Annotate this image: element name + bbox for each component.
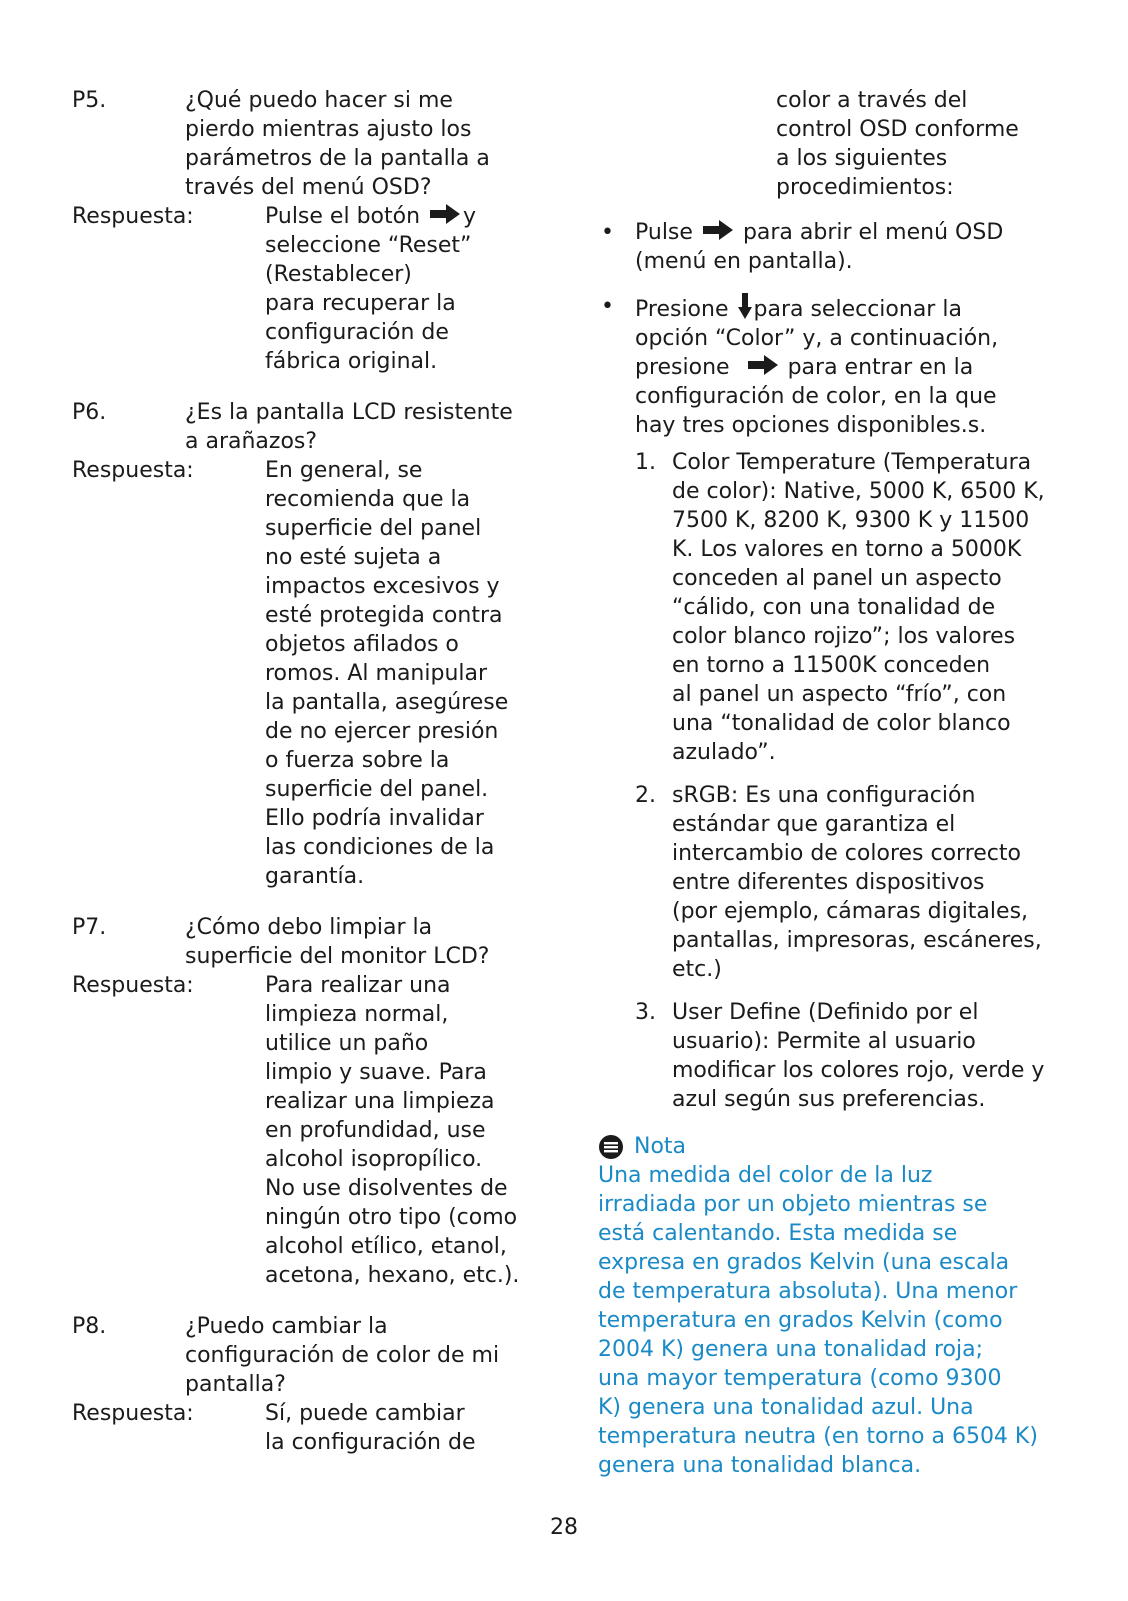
question-text xyxy=(185,1312,542,1399)
question-line: través del menú OSD? xyxy=(185,175,432,200)
bullet-line xyxy=(635,353,1068,382)
question-line: pierdo mientras ajusto los xyxy=(185,117,472,142)
answer-label: Respuesta: xyxy=(72,204,194,229)
question-line: superficie del monitor LCD? xyxy=(185,944,490,969)
question-line: ¿Puedo cambiar la xyxy=(185,1314,388,1339)
list-line: User Define (Definido por el xyxy=(672,1000,979,1025)
bullet-marker: • xyxy=(601,294,614,319)
answer-line-text: y xyxy=(463,204,477,229)
bullet-line-text: para seleccionar la xyxy=(753,297,962,322)
right-arrow-icon xyxy=(702,219,734,241)
answer-line: a los siguientes xyxy=(776,146,948,171)
list-line: conceden al panel un aspecto xyxy=(672,566,1002,591)
note-line: expresa en grados Kelvin (una escala xyxy=(598,1250,1010,1275)
answer-line: acetona, hexano, etc.). xyxy=(265,1263,520,1288)
bullet-line xyxy=(635,292,1068,324)
answer-line: utilice un paño xyxy=(265,1031,429,1056)
note-title: Nota xyxy=(634,1134,687,1159)
answer-line: superficie del panel. xyxy=(265,777,489,802)
answer-text xyxy=(265,1399,542,1457)
answer-line: garantía. xyxy=(265,864,365,889)
note-line: de temperatura absoluta). Una menor xyxy=(598,1279,1018,1304)
bullet-line: hay tres opciones disponibles.s. xyxy=(635,413,987,438)
answer-line: para recuperar la xyxy=(265,291,456,316)
note-line: 2004 K) genera una tonalidad roja; xyxy=(598,1337,984,1362)
bullet-line-text: presione xyxy=(635,355,730,380)
answer-line: seleccione “Reset” xyxy=(265,233,472,258)
note-line: temperatura en grados Kelvin (como xyxy=(598,1308,1003,1333)
faq-p6 xyxy=(72,398,542,891)
question xyxy=(72,398,542,456)
question-text xyxy=(185,913,542,971)
answer xyxy=(72,1399,542,1457)
answer-label: Respuesta: xyxy=(72,1401,194,1426)
list-line: al panel un aspecto “frío”, con xyxy=(672,682,1007,707)
faq-p7 xyxy=(72,913,542,1290)
answer xyxy=(72,202,542,376)
right-column xyxy=(598,86,1068,1480)
answer-line: En general, se xyxy=(265,458,423,483)
note-heading xyxy=(598,1132,1068,1161)
answer-line: No use disolventes de xyxy=(265,1176,508,1201)
answer-continuation xyxy=(598,86,1068,202)
answer-line: Ello podría invalidar xyxy=(265,806,484,831)
note-line: una mayor temperatura (como 9300 xyxy=(598,1366,1002,1391)
note-line: Una medida del color de la luz xyxy=(598,1163,933,1188)
list-line: estándar que garantiza el xyxy=(672,812,956,837)
answer-label: Respuesta: xyxy=(72,458,194,483)
note-line: K) genera una tonalidad azul. Una xyxy=(598,1395,974,1420)
answer-line: superficie del panel xyxy=(265,516,482,541)
answer-line: en profundidad, use xyxy=(265,1118,486,1143)
bullet-text xyxy=(635,292,1068,440)
answer-line: la pantalla, asegúrese xyxy=(265,690,509,715)
note-icon xyxy=(598,1134,624,1160)
list-line: en torno a 11500K conceden xyxy=(672,653,991,678)
answer-line: recomienda que la xyxy=(265,487,471,512)
right-arrow-icon xyxy=(429,203,461,225)
answer-line xyxy=(265,202,542,231)
list-number: 2. xyxy=(635,783,656,808)
answer-label: Respuesta: xyxy=(72,973,194,998)
answer-line: fábrica original. xyxy=(265,349,438,374)
list-item xyxy=(598,781,1068,984)
bullet-line: configuración de color, en la que xyxy=(635,384,997,409)
question-line: ¿Qué puedo hacer si me xyxy=(185,88,453,113)
answer-line: alcohol etílico, etanol, xyxy=(265,1234,507,1259)
question-number: P8. xyxy=(72,1314,107,1339)
answer-line: impactos excesivos y xyxy=(265,574,500,599)
list-line: azul según sus preferencias. xyxy=(672,1087,986,1112)
answer-line: de no ejercer presión xyxy=(265,719,499,744)
answer-line: Para realizar una xyxy=(265,973,451,998)
bullet-line-text: para abrir el menú OSD xyxy=(742,220,1004,245)
answer xyxy=(72,456,542,891)
list-item xyxy=(598,998,1068,1114)
answer-line: ningún otro tipo (como xyxy=(265,1205,518,1230)
left-column xyxy=(72,86,542,1479)
list-number: 1. xyxy=(635,450,656,475)
list-line: una “tonalidad de color blanco xyxy=(672,711,1011,736)
list-line: sRGB: Es una configuración xyxy=(672,783,976,808)
answer-line: procedimientos: xyxy=(776,175,954,200)
answer-text xyxy=(265,202,542,376)
bullet-marker: • xyxy=(601,220,614,245)
question-number: P6. xyxy=(72,400,107,425)
answer-line: realizar una limpieza xyxy=(265,1089,495,1114)
bullet-item xyxy=(598,218,1068,276)
answer-line: alcohol isopropílico. xyxy=(265,1147,483,1172)
note-body xyxy=(598,1161,1068,1480)
answer xyxy=(72,971,542,1290)
list-line: (por ejemplo, cámaras digitales, xyxy=(672,899,1029,924)
list-line: de color): Native, 5000 K, 6500 K, xyxy=(672,479,1045,504)
page-number: 28 xyxy=(550,1515,578,1540)
list-item xyxy=(598,448,1068,767)
list-number: 3. xyxy=(635,1000,656,1025)
list-text xyxy=(672,998,1068,1114)
list-line: etc.) xyxy=(672,957,722,982)
list-line: 7500 K, 8200 K, 9300 K y 11500 xyxy=(672,508,1030,533)
question xyxy=(72,913,542,971)
bullet-line-text: para entrar en la xyxy=(787,355,974,380)
right-arrow-icon xyxy=(747,354,779,376)
bullet-text xyxy=(635,218,1068,276)
down-arrow-icon xyxy=(738,292,752,320)
bullet-line: opción “Color” y, a continuación, xyxy=(635,326,999,351)
answer-line: objetos afilados o xyxy=(265,632,459,657)
list-line: usuario): Permite al usuario xyxy=(672,1029,976,1054)
answer-line: las condiciones de la xyxy=(265,835,495,860)
answer-line-text: Pulse el botón xyxy=(265,204,421,229)
bullet-line-text: Pulse xyxy=(635,220,693,245)
answer-line: limpieza normal, xyxy=(265,1002,449,1027)
list-line: modificar los colores rojo, verde y xyxy=(672,1058,1045,1083)
list-text xyxy=(672,448,1068,767)
question-number: P7. xyxy=(72,915,107,940)
answer-line: control OSD conforme xyxy=(776,117,1019,142)
answer-line: limpio y suave. Para xyxy=(265,1060,487,1085)
question-number: P5. xyxy=(72,88,107,113)
faq-p5 xyxy=(72,86,542,376)
question-line: configuración de color de mi xyxy=(185,1343,500,1368)
bullet-line: (menú en pantalla). xyxy=(635,249,853,274)
list-line: azulado”. xyxy=(672,740,776,765)
answer-line: esté protegida contra xyxy=(265,603,503,628)
answer-text xyxy=(265,971,542,1290)
answer-line: configuración de xyxy=(265,320,449,345)
numbered-list xyxy=(598,448,1068,1114)
answer-line: romos. Al manipular xyxy=(265,661,488,686)
list-line: entre diferentes dispositivos xyxy=(672,870,985,895)
answer-line: (Restablecer) xyxy=(265,262,412,287)
list-text xyxy=(672,781,1068,984)
question-line: pantalla? xyxy=(185,1372,286,1397)
list-line: intercambio de colores correcto xyxy=(672,841,1021,866)
list-line: “cálido, con una tonalidad de xyxy=(672,595,996,620)
question-text xyxy=(185,398,542,456)
answer-line: la configuración de xyxy=(265,1430,476,1455)
note-line: está calentando. Esta medida se xyxy=(598,1221,958,1246)
note-line: temperatura neutra (en torno a 6504 K) xyxy=(598,1424,1038,1449)
answer-line: no esté sujeta a xyxy=(265,545,442,570)
bullet-line-text: Presione xyxy=(635,297,729,322)
question xyxy=(72,1312,542,1399)
answer-line: Sí, puede cambiar xyxy=(265,1401,465,1426)
list-line: pantallas, impresoras, escáneres, xyxy=(672,928,1042,953)
note-line: genera una tonalidad blanca. xyxy=(598,1453,922,1478)
question-text xyxy=(185,86,542,202)
answer-text xyxy=(265,456,542,891)
question xyxy=(72,86,542,202)
question-line: ¿Cómo debo limpiar la xyxy=(185,915,433,940)
list-line: K. Los valores en torno a 5000K xyxy=(672,537,1022,562)
answer-line: color a través del xyxy=(776,88,968,113)
question-line: parámetros de la pantalla a xyxy=(185,146,490,171)
bullet-line xyxy=(635,218,1068,247)
list-line: Color Temperature (Temperatura xyxy=(672,450,1032,475)
list-line: color blanco rojizo”; los valores xyxy=(672,624,1016,649)
question-line: ¿Es la pantalla LCD resistente xyxy=(185,400,513,425)
question-line: a arañazos? xyxy=(185,429,318,454)
bullet-item xyxy=(598,292,1068,440)
note-line: irradiada por un objeto mientras se xyxy=(598,1192,988,1217)
answer-line: o fuerza sobre la xyxy=(265,748,450,773)
faq-p8 xyxy=(72,1312,542,1457)
